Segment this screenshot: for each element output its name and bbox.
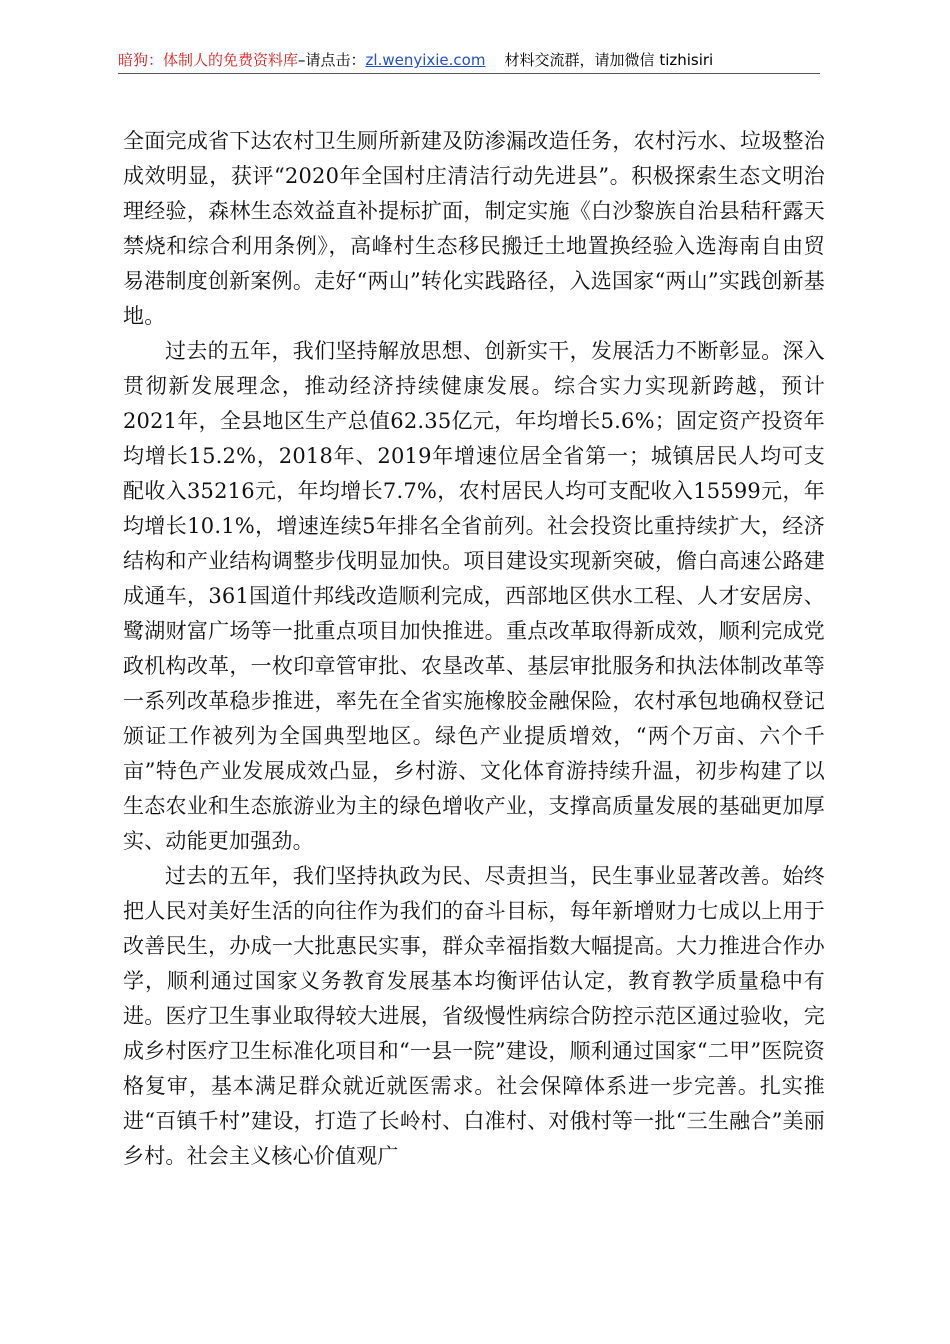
document-body	[123, 124, 825, 1174]
paragraph-continuation: 全面完成省下达农村卫生厕所新建及防渗漏改造任务，农村污水、垃圾整治成效明显，获评“2020年全国村庄清洁行动先进县”。积极探索生态文明治理经验，森林生态效益直补提标扩面，制定实施《白沙黎族自治县秸秆露天禁烧和综合利用条例》，高峰村生态移民搬迁土地置换经验入选海南自由贸易港制度创新案例。走好“两山”转化实践路径，入选国家“两山”实践创新基地。	[123, 129, 825, 328]
header-divider	[118, 73, 820, 74]
paragraph-development: 过去的五年，我们坚持解放思想、创新实干，发展活力不断彰显。深入贯彻新发展理念，推动经济持续健康发展。综合实力实现新跨越，预计2021年，全县地区生产总值62.35亿元，年均增长5.6%；固定资产投资年均增长15.2%，2018年、2019年增速位居全省第一；城镇居民人均可支配收入35216元，年均增长7.7%，农村居民人均可支配收入15599元，年均增长10.1%，增速连续5年排名全省前列。社会投资比重持续扩大，经济结构和产业结构调整步伐明显加快。项目建设实现新突破，儋白高速公路建成通车，361国道什邦线改造顺利完成，西部地区供水工程、人才安居房、鹭湖财富广场等一批重点项目加快推进。重点改革取得新成效，顺利完成党政机构改革，一枚印章管审批、农垦改革、基层审批服务和执法体制改革等一系列改革稳步推进，率先在全省实施橡胶金融保险，农村承包地确权登记颁证工作被列为全国典型地区。绿色产业提质增效，“两个万亩、六个千亩”特色产业发展成效凸显，乡村游、文化体育游持续升温，初步构建了以生态农业和生态旅游业为主的绿色增收产业，支撑高质量发展的基础更加厚实、动能更加强劲。	[123, 339, 825, 853]
paragraph-livelihood: 过去的五年，我们坚持执政为民、尽责担当，民生事业显著改善。始终把人民对美好生活的向往作为我们的奋斗目标，每年新增财力七成以上用于改善民生，办成一大批惠民实事，群众幸福指数大幅提高。大力推进合作办学，顺利通过国家义务教育发展基本均衡评估认定，教育教学质量稳中有进。医疗卫生事业取得较大进展，省级慢性病综合防控示范区通过验收，完成乡村医疗卫生标准化项目和“一县一院”建设，顺利通过国家“二甲”医院资格复审，基本满足群众就近就医需求。社会保障体系进一步完善。扎实推进“百镇千村”建设，打造了长岭村、白准村、对俄村等一批“三生融合”美丽乡村。社会主义核心价值观广	[123, 864, 825, 1168]
page-header	[118, 47, 820, 73]
header-contact: 材料交流群，请加微信 tizhisiri	[504, 51, 714, 69]
header-link[interactable]: zl.wenyixie.com	[365, 51, 486, 69]
header-spacer	[485, 51, 504, 69]
header-brand: 暗狗：体制人的免费资料库	[118, 51, 299, 69]
header-prompt: –请点击：	[298, 51, 366, 69]
